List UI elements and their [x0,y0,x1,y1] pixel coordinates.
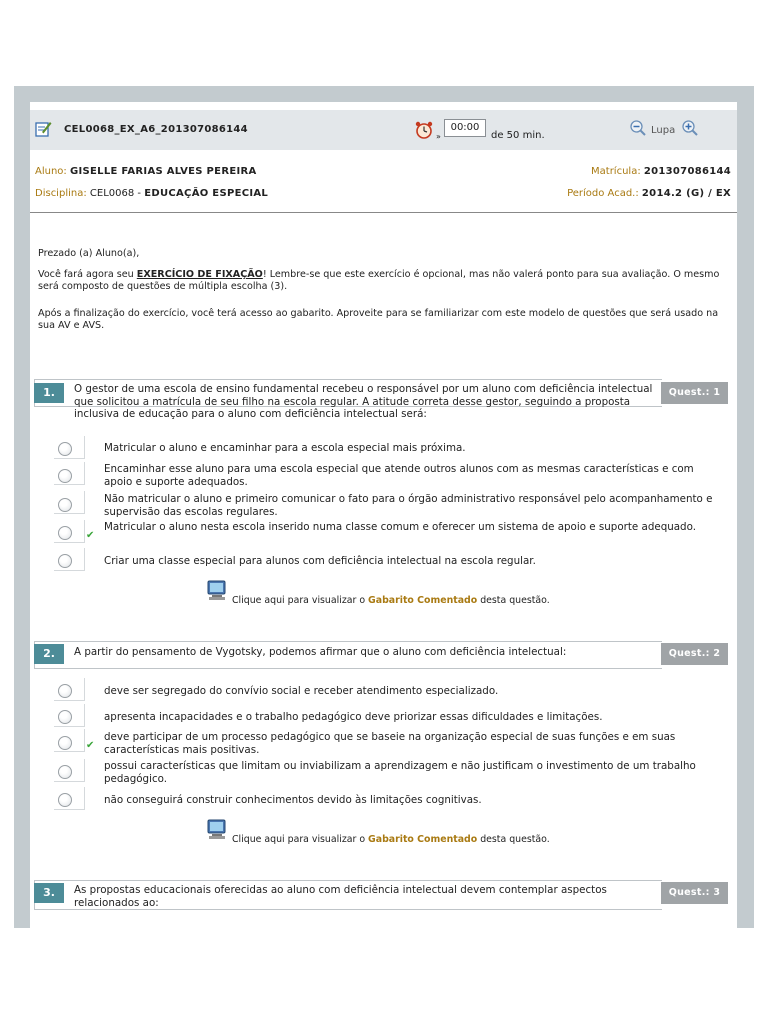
alarm-clock-icon [414,120,434,140]
option-q1-c[interactable]: Não matricular o aluno e primeiro comunicar o fato para o órgão administrativo responsável pelo acompanhamento e supervisão das escolas regulares. [104,493,713,518]
radio-icon[interactable] [58,710,72,724]
question-text-3: As propostas educacionais oferecidas ao aluno com deficiência intelectual devem contemplar aspectos relacionados ao: [74,884,607,909]
question-text-1: O gestor de uma escola de ensino fundamental recebeu o responsável por um aluno com deficiência intelectual que solicitou a matrícula de seu filho na escola regular. A atitude correta desse gestor, seguindo a proposta inclusiva de educação para o aluno com deficiência intelectual será: [74,383,653,420]
option-q2-c[interactable]: deve participar de um processo pedagógico que se baseie na organização especial de suas funções e em suas características mais positivas. [104,731,676,756]
question-number-3: 3. [34,883,64,903]
intro-paragraph-1 [38,269,728,293]
gabarito-before: Clique aqui para visualizar o [232,834,369,845]
option-q1-a[interactable]: Matricular o aluno e encaminhar para a escola especial mais próxima. [104,442,466,454]
option-q2-d[interactable]: possui características que limitam ou inviabilizam a aprendizagem e não justificam o investimento de um trabalho pedagógico. [104,760,696,785]
gabarito-link-text[interactable]: Gabarito Comentado [368,595,478,606]
checkmark-icon: ✔ [86,740,95,751]
option-q1-b[interactable]: Encaminhar esse aluno para uma escola especial que atende outros alunos com as mesmas características e com apoio e suporte adequados. [104,463,694,488]
disciplina-sep: - [137,188,142,199]
question-number-1: 1. [34,383,64,403]
question-badge-2: Quest.: 2 [661,643,728,665]
radio-icon[interactable] [58,684,72,698]
option-q1-e[interactable]: Criar uma classe especial para alunos com deficiência intelectual na escola regular. [104,555,536,567]
gabarito-link-text[interactable]: Gabarito Comentado [368,834,478,845]
intro-exercise-title: EXERCÍCIO DE FIXAÇÃO [136,269,263,280]
disciplina-name: EDUCAÇÃO ESPECIAL [144,188,269,199]
intro-paragraph-2: Após a finalização do exercício, você terá acesso ao gabarito. Aproveite para se familiarizar com este modelo de questões que será usado na sua AV e AVS. [38,308,719,331]
periodo-label: Período Acad.: [567,188,639,199]
timer-display: 00:00 [444,119,486,137]
exam-header-bar [30,110,737,150]
disciplina-label: Disciplina: [35,188,87,199]
monitor-icon [206,579,228,601]
periodo-value: 2014.2 (G) / EX [641,188,731,199]
matricula-value: 201307086144 [643,166,731,177]
info-divider [30,212,737,213]
radio-icon[interactable] [58,526,72,540]
exam-code: CEL0068_EX_A6_201307086144 [64,124,248,135]
disciplina-row [35,188,268,199]
option-q2-b[interactable]: apresenta incapacidades e o trabalho pedagógico deve priorizar essas dificuldades e limitações. [104,711,603,723]
radio-icon[interactable] [58,469,72,483]
zoom-in-icon[interactable] [681,119,699,137]
exam-edit-icon [34,120,52,138]
gabarito-before: Clique aqui para visualizar o [232,595,369,606]
radio-icon[interactable] [58,793,72,807]
frame-top-line [30,86,660,89]
matricula-label: Matrícula: [591,166,641,177]
timer-arrow: » [436,132,441,141]
question-number-2: 2. [34,644,64,664]
student-name-row [35,166,257,177]
matricula-row [591,166,731,177]
timer-total: de 50 min. [491,130,545,141]
option-q1-d[interactable]: Matricular o aluno nesta escola inserido numa classe comum e oferecer um sistema de apoio e suporte adequado. [104,521,696,533]
disciplina-code: CEL0068 [89,188,135,199]
exam-sheet [30,102,737,928]
zoom-label: Lupa [651,125,676,136]
intro-greeting: Prezado (a) Aluno(a), [38,248,140,259]
zoom-out-icon[interactable] [629,119,647,137]
aluno-name: GISELLE FARIAS ALVES PEREIRA [69,166,257,177]
intro-p1-before: Você fará agora seu [38,269,137,280]
gabarito-after: desta questão. [477,834,550,845]
option-q2-a[interactable]: deve ser segregado do convívio social e receber atendimento especializado. [104,685,499,697]
radio-icon[interactable] [58,765,72,779]
monitor-icon [206,818,228,840]
radio-icon[interactable] [58,442,72,456]
radio-icon[interactable] [58,554,72,568]
radio-icon[interactable] [58,498,72,512]
gabarito-after: desta questão. [477,595,550,606]
question-badge-3: Quest.: 3 [661,882,728,904]
question-text-2: A partir do pensamento de Vygotsky, podemos afirmar que o aluno com deficiência intelectual: [74,646,567,658]
periodo-row [567,188,731,199]
question-badge-1: Quest.: 1 [661,382,728,404]
intro-p1-after: ! Lembre-se que este exercício é opcional, mas não valerá ponto para sua avaliação. O mesmo será composto de questões de múltipla escolha (3). [38,269,720,292]
checkmark-icon: ✔ [86,530,95,541]
radio-icon[interactable] [58,736,72,750]
aluno-label: Aluno: [35,166,67,177]
option-q2-e[interactable]: não conseguirá construir conhecimentos devido às limitações cognitivas. [104,794,482,806]
